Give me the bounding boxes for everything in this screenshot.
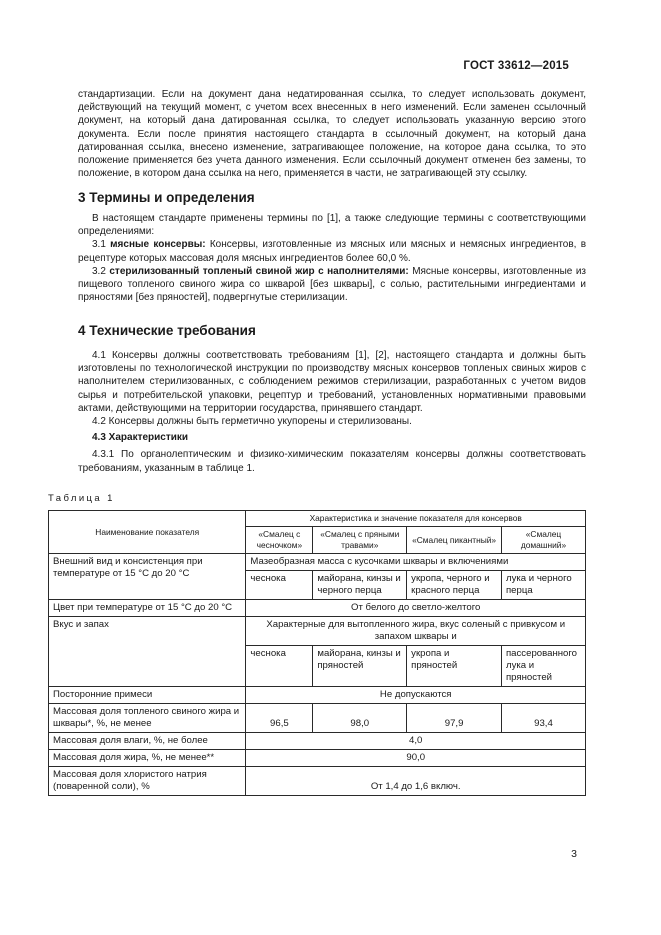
characteristics-table [48, 510, 586, 796]
row-label: Массовая доля жира, %, не менее** [49, 750, 246, 767]
table-row [49, 750, 586, 767]
table-cell: Не допускаются [246, 687, 586, 704]
table-row [49, 600, 586, 617]
term-3-2-term: стерилизованный топленый свиной жир с наполнителями: [109, 265, 409, 277]
row-label: Массовая доля хлористого натрия (поваренной соли), % [49, 767, 246, 796]
term-3-1-num: 3.1 [92, 239, 106, 251]
intro-text: стандартизации. Если на документ дана недатированная ссылка, то следует использовать документ, действующий на текущий момент, с учетом всех внесенных в него изменений. Если заменен ссылочный документ, на который дана датированная ссылка, то следует использовать указанную версию этого документа. Если после принятия настоящего стандарта в ссылочный документ, на который дана датированная ссылка, внесено изменение, затрагивающее положение, на которое дана ссылка, то это положение применяется без учета данного изменения. Если ссылочный документ отменен без замены, то положение, в котором дана ссылка на него, применяется в части, не затрагивающей эту ссылку. [78, 89, 586, 180]
standard-header: ГОСТ 33612—2015 [463, 60, 569, 72]
product-header: «Смалец пикантный» [407, 527, 502, 554]
table-cell: чеснока [246, 646, 313, 687]
table-cell: От белого до светло-желтого [246, 600, 586, 617]
product-header: «Смалец с чесночком» [246, 527, 313, 554]
table-cell: пассерованного лука и пряностей [501, 646, 585, 687]
table-cell: майорана, кинзы и черного перца [313, 571, 407, 600]
table-row [49, 767, 586, 796]
row-label: Внешний вид и консистенция при температуре от 15 °С до 20 °С [49, 554, 246, 600]
col-indicator-name: Наименование показателя [49, 511, 246, 554]
table-row [49, 617, 586, 646]
para-4-3-1: 4.3.1 По органолептическим и физико-химическим показателям консервы должны соответствовать требованиям, указанным в таблице 1. [78, 449, 586, 474]
table-cell: 4,0 [246, 733, 586, 750]
para-4-2: 4.2 Консервы должны быть герметично укупорены и стерилизованы. [92, 416, 412, 428]
row-label: Вкус и запах [49, 617, 246, 687]
section-3-body [78, 212, 586, 304]
term-3-1 [78, 238, 586, 264]
section-3-heading: 3 Термины и определения [78, 190, 255, 205]
table-cell: От 1,4 до 1,6 включ. [246, 767, 586, 796]
table-cell: 97,9 [407, 704, 502, 733]
table-cell: Характерные для вытопленного жира, вкус соленый с привкусом и запахом шквары и [246, 617, 586, 646]
table-cell: 90,0 [246, 750, 586, 767]
section-3-intro: В настоящем стандарте применены термины по [1], а также следующие термины с соответствующими определениями: [78, 213, 586, 238]
section-4-heading: 4 Технические требования [78, 323, 256, 338]
term-3-2 [78, 265, 586, 305]
table-cell: укропа, черного и красного перца [407, 571, 502, 600]
row-label: Массовая доля топленого свиного жира и шквары*, %, не менее [49, 704, 246, 733]
table-cell: чеснока [246, 571, 313, 600]
section-4-body [78, 349, 586, 475]
row-label: Массовая доля влаги, %, не более [49, 733, 246, 750]
table-row [49, 704, 586, 733]
table-caption: Таблица 1 [48, 493, 115, 504]
group-header: Характеристика и значение показателя для консервов [246, 511, 586, 527]
table-header-row [49, 511, 586, 527]
table-cell: 93,4 [501, 704, 585, 733]
para-4-1: 4.1 Консервы должны соответствовать требованиям [1], [2], настоящего стандарта и должны быть изготовлены по технологической инструкции по производству мясных консервов топленых свиных жиров с наполнителем стерилизованных, с соблюдением режимов стерилизации, разработанных с учетом видов сырья и потребительской упаковки, рецептур и требований, установленных нормативными правовыми актами, действующими на территории государства, принявшего стандарт. [78, 350, 586, 414]
term-3-1-term: мясные консервы: [110, 239, 206, 251]
table-cell: укропа и пряностей [407, 646, 502, 687]
table-cell: 98,0 [313, 704, 407, 733]
table-cell: майорана, кинзы и пряностей [313, 646, 407, 687]
term-3-1-def: Консервы, изготовленные из мясных или мясных и немясных ингредиентов, в рецептуре которых массовая доля мясных ингредиентов более 60,0 %. [78, 239, 587, 264]
row-label: Посторонние примеси [49, 687, 246, 704]
term-3-2-num: 3.2 [92, 265, 106, 277]
intro-paragraph [78, 88, 586, 180]
table-cell: Мазеобразная масса с кусочками шквары и включениями [246, 554, 586, 571]
table-row [49, 733, 586, 750]
heading-4-3: 4.3 Характеристики [92, 432, 189, 444]
table-row [49, 554, 586, 571]
product-header: «Смалец с пряными травами» [313, 527, 407, 554]
term-3-2-def: Мясные консервы, изготовленные из пищевого топленого свиного жира со шкварой [без шквары], с солью, растительными ингредиентами и пряностями [без пряностей], подвергнутые стерилизации. [78, 265, 586, 304]
table-cell: лука и черного перца [501, 571, 585, 600]
page-number: 3 [571, 848, 577, 860]
table-row [49, 687, 586, 704]
table-cell: 96,5 [246, 704, 313, 733]
row-label: Цвет при температуре от 15 °С до 20 °С [49, 600, 246, 617]
product-header: «Смалец домашний» [501, 527, 585, 554]
